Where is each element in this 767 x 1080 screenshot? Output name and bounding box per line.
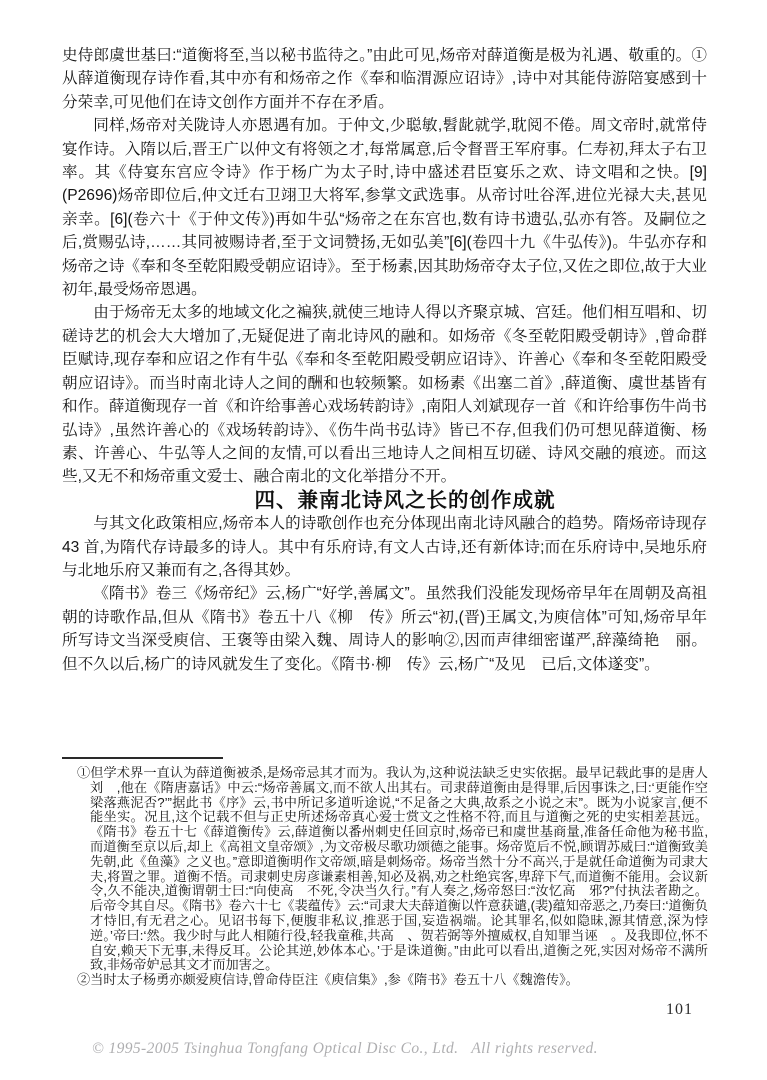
- body-paragraph-2: 同样,炀帝对关陇诗人亦恩遇有加。于仲文,少聪敏,髫龀就学,耽阅不倦。周文帝时,就常侍宴作诗。入隋以后,晋王广以仲文有将领之才,每常属意,后令督晋王军府事。仁寿初,拜太子右卫率。其《侍宴东宫应令诗》作于杨广为太子时,诗中盛述君臣宴乐之欢、诗文唱和之快。[9](P2696)炀帝即位后,仲文迁右卫翊卫大将军,参掌文武选事。从帝讨吐谷浑,进位光禄大夫,甚见亲幸。[6](卷六十《于仲文传》)再如牛弘“炀帝之在东宫也,数有诗书遗弘,弘亦有答。及嗣位之后,赏赐弘诗,……其同被赐诗者,至于文词赞扬,无如弘美”[6](卷四十九《牛弘传》)。牛弘亦存和炀帝之诗《奉和冬至乾阳殿受朝应诏诗》。至于杨素,因其助炀帝夺太子位,又佐之即位,故于大业初年,最受炀帝恩遇。: [62, 117, 707, 299]
- body-paragraph-1: 史侍郎虞世基曰:“道衡将至,当以秘书监待之。”由此可见,炀帝对薛道衡是极为礼遇、敬重的。① 从薛道衡现存诗作看,其中亦有和炀帝之作《奉和临渭源应诏诗》,诗中对其能侍游陪宴感到十分荣幸,可见他们在诗文创作方面并不存在矛盾。: [62, 47, 707, 111]
- footnote-area: [62, 766, 708, 998]
- footnote-divider: [62, 757, 223, 759]
- body-paragraph-3: 由于炀帝无太多的地域文化之褊狭,就使三地诗人得以齐聚京城、宫廷。他们相互唱和、切磋诗艺的机会大大增加了,无疑促进了南北诗风的融和。如炀帝《冬至乾阳殿受朝诗》,曾命群臣赋诗,现存奉和应诏之作有牛弘《奉和冬至乾阳殿受朝应诏诗》、许善心《奉和冬至乾阳殿受朝应诏诗》。而当时南北诗人之间的酬和也较频繁。如杨素《出塞二首》,薛道衡、虞世基皆有和作。薛道衡现存一首《和许给事善心戏场转韵诗》,南阳人刘斌现存一首《和许给事伤牛尚书弘诗》,虽然许善心的《戏场转韵诗》、《伤牛尚书弘诗》皆已不存,但我们仍可想见薛道衡、杨素、许善心、牛弘等人之间的友情,可以看出三地诗人之间相互切磋、诗风交融的痕迹。而这些,又无不和炀帝重文爱士、融合南北的文化举措分不开。: [62, 304, 707, 486]
- copyright-notice: © 1995-2005 Tsinghua Tongfang Optical Disc Co., Ltd. All rights reserved.: [92, 1040, 598, 1057]
- body-paragraph-4: 与其文化政策相应,炀帝本人的诗歌创作也充分体现出南北诗风融合的趋势。隋炀帝诗现存 43 首,为隋代存诗最多的诗人。其中有乐府诗,有文人古诗,还有新体诗;而在乐府诗中,吴地乐府与北地乐府又兼而有之,各得其妙。: [62, 515, 707, 579]
- section-heading: 四、兼南北诗风之长的创作成就: [254, 488, 556, 512]
- body-paragraph-5: 《隋书》卷三《炀帝纪》云,杨广“好学,善属文”。虽然我们没能发现炀帝早年在周朝及高祖朝的诗歌作品,但从《隋书》卷五十八《柳 传》所云“初,(晋)王属文,为庾信体”可知,炀帝早年所写诗文当深受庾信、王褒等由梁入魏、周诗人的影响②,因而声律细密谨严,辞藻绮艳 丽。但不久以后,杨广的诗风就发生了变化。《隋书·柳 传》云,杨广“及见 已后,文体遂变”。: [62, 585, 707, 673]
- footnote-2: ②当时太子杨勇亦颇爱庾信诗,曾命侍臣注《庾信集》,参《隋书》卷五十八《魏澹传》。: [77, 972, 579, 988]
- page-number: 101: [666, 1001, 693, 1018]
- article-body: [62, 44, 707, 756]
- footnote-1: ①但学术界一直认为薛道衡被杀,是炀帝忌其才而为。我认为,这种说法缺乏史实依据。最早记载此事的是唐人刘 ,他在《隋唐嘉话》中云:“炀帝善属文,而不欲人出其右。司隶薛道衡由是得罪,后因事诛之,曰:‘更能作空梁落燕泥否?’”据此书《序》云,书中所记多道听途说,“不足备之大典,故系之小说之末”。既为小说家言,便不能坐实。况且,这个记载不但与正史所述炀帝真心爱士赏文之性格不符,而且与道衡之死的史实相差甚远。《隋书》卷五十七《薛道衡传》云,薛道衡以番州刺史任回京时,炀帝已和虞世基商量,准备任命他为秘书监,而道衡至京以后,却上《高祖文皇帝颂》,为文帝极尽歌功颂德之能事。炀帝览后不悦,顾谓苏威曰:“道衡致美先朝,此《鱼藻》之义也。”意即道衡明作文帝颂,暗是刺炀帝。炀帝当然十分不高兴,于是就任命道衡为司隶大夫,将置之罪。道衡不悟。司隶刺史房彦谦素相善,知必及祸,劝之杜绝宾客,卑辞下气,而道衡不能用。会议新令,久不能决,道衡谓朝士曰:“向使高 不死,令决当久行。”有人奏之,炀帝怒曰:“汝忆高 邪?”付执法者勘之。后帝令其自尽。《隋书》卷六十七《裴蕴传》云:“司隶大夫薛道衡以忤意获谴,(裴)蕴知帝恶之,乃奏曰:‘道衡负才恃旧,有无君之心。见诏书每下,便腹非私议,推恶于国,妄造祸端。论其罪名,似如隐昧,源其情意,深为悖逆。’帝曰:‘然。我少时与此人相随行役,轻我童稚,共高 、贺若弼等外擅威权,自知罪当诬 。及我即位,怀不自安,赖天下无事,未得反耳。公论其逆,妙体本心。’于是诛道衡。”由此可以看出,道衡之死,实因对炀帝不满所致,非炀帝妒忌其文才而加害之。: [77, 766, 708, 973]
